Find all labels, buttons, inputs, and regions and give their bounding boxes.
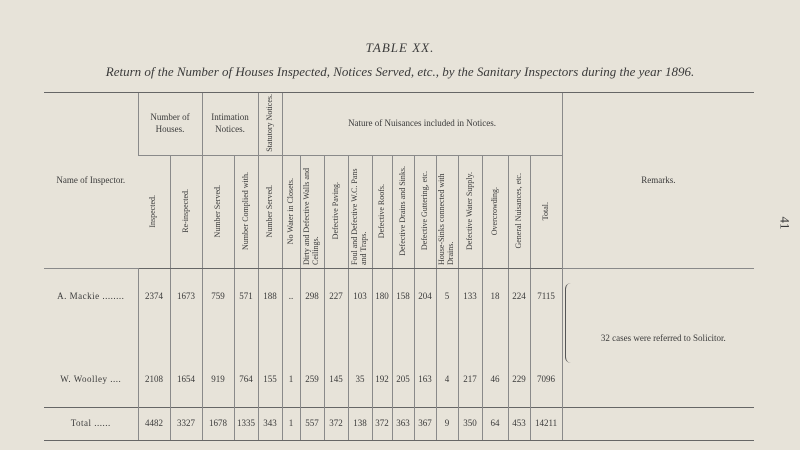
column-header-label: Overcrowding. bbox=[489, 186, 499, 235]
column-header bbox=[324, 156, 348, 269]
table-cell: 372 bbox=[324, 408, 348, 441]
remarks-header: Remarks. bbox=[562, 93, 754, 269]
column-header bbox=[138, 156, 170, 269]
number-of-houses-header: Number of Houses. bbox=[138, 93, 202, 156]
table-cell: 14211 bbox=[530, 408, 562, 441]
table-cell: 298 bbox=[300, 269, 324, 325]
column-header-label: No Water in Closets. bbox=[285, 177, 295, 244]
column-header-label: General Nuisances, etc. bbox=[513, 173, 523, 249]
table-cell: 158 bbox=[392, 269, 414, 325]
table-cell: 1678 bbox=[202, 408, 234, 441]
table-cell: 764 bbox=[234, 352, 258, 408]
column-header bbox=[202, 156, 234, 269]
table-cell: .. bbox=[282, 269, 300, 325]
column-header-label: Number Served. bbox=[212, 184, 222, 238]
table-cell: 1335 bbox=[234, 408, 258, 441]
table-cell: 64 bbox=[482, 408, 508, 441]
table-cell: 259 bbox=[300, 352, 324, 408]
column-header-label: Defective Roofs. bbox=[376, 183, 386, 238]
column-header-label: Defective Water Supply. bbox=[464, 171, 474, 250]
table-cell: 919 bbox=[202, 352, 234, 408]
nature-of-nuisances-header: Nature of Nuisances included in Notices. bbox=[282, 93, 562, 156]
column-header bbox=[458, 156, 482, 269]
column-header bbox=[170, 156, 202, 269]
column-header-label: Defective Paving. bbox=[330, 182, 340, 240]
inspection-returns-table bbox=[44, 92, 754, 441]
name-of-inspector-header: Name of Inspector. bbox=[44, 93, 138, 269]
column-header-label: Re-inspected. bbox=[180, 188, 190, 233]
table-cell: 192 bbox=[372, 352, 392, 408]
remarks-text: 32 cases were referred to Solicitor. bbox=[600, 332, 726, 343]
column-header bbox=[234, 156, 258, 269]
table-cell: 571 bbox=[234, 269, 258, 325]
column-header bbox=[282, 156, 300, 269]
total-label: Total ...... bbox=[44, 408, 138, 441]
table-cell: 3327 bbox=[170, 408, 202, 441]
brace-icon bbox=[565, 283, 576, 363]
column-header bbox=[530, 156, 562, 269]
table-cell: 350 bbox=[458, 408, 482, 441]
table-cell: 4482 bbox=[138, 408, 170, 441]
table-cell: 205 bbox=[392, 352, 414, 408]
table-cell: 35 bbox=[348, 352, 372, 408]
inspector-name: A. Mackie ........ bbox=[57, 290, 125, 301]
page-number: 41 bbox=[777, 216, 793, 230]
table-cell: 1673 bbox=[170, 269, 202, 325]
table-cell: 224 bbox=[508, 269, 530, 325]
table-cell: 363 bbox=[392, 408, 414, 441]
table-cell: 5 bbox=[436, 269, 458, 325]
table-cell: 188 bbox=[258, 269, 282, 325]
table-cell: 217 bbox=[458, 352, 482, 408]
table-label: TABLE XX. bbox=[365, 40, 435, 55]
column-header-label: Number Complied with. bbox=[240, 171, 250, 250]
table-cell: 163 bbox=[414, 352, 436, 408]
column-header-label: Defective Drains and Sinks. bbox=[397, 165, 407, 256]
column-header bbox=[300, 156, 324, 269]
table-row bbox=[44, 269, 754, 325]
column-header bbox=[392, 156, 414, 269]
table-cell: 1 bbox=[282, 408, 300, 441]
table-cell: 372 bbox=[372, 408, 392, 441]
total-row bbox=[44, 408, 754, 441]
table-cell: 227 bbox=[324, 269, 348, 325]
column-header bbox=[436, 156, 458, 269]
column-header bbox=[414, 156, 436, 269]
table-cell: 103 bbox=[348, 269, 372, 325]
column-header-label: Inspected. bbox=[148, 194, 158, 228]
table-cell: 2108 bbox=[138, 352, 170, 408]
table-cell: 18 bbox=[482, 269, 508, 325]
column-header bbox=[348, 156, 372, 269]
table-cell: 1654 bbox=[170, 352, 202, 408]
column-header bbox=[258, 156, 282, 269]
remarks-total-cell bbox=[562, 408, 754, 441]
table-cell: 229 bbox=[508, 352, 530, 408]
statutory-notices-header bbox=[258, 93, 282, 156]
column-header bbox=[508, 156, 530, 269]
table-cell: 2374 bbox=[138, 269, 170, 325]
table-cell: 180 bbox=[372, 269, 392, 325]
column-header-label: Total. bbox=[540, 201, 550, 220]
table-cell: 138 bbox=[348, 408, 372, 441]
table-cell: 4 bbox=[436, 352, 458, 408]
table-cell: 557 bbox=[300, 408, 324, 441]
table-cell: 343 bbox=[258, 408, 282, 441]
table-cell: 367 bbox=[414, 408, 436, 441]
statutory-notices-label: Statutory Notices. bbox=[264, 93, 274, 152]
remarks-cell bbox=[562, 269, 754, 408]
table-cell: 453 bbox=[508, 408, 530, 441]
column-header-label: Dirty and Defective Walls and Ceilings. bbox=[302, 167, 320, 265]
column-header-label: House-Sinks connected with Drains. bbox=[437, 173, 455, 265]
table-cell: 1 bbox=[282, 352, 300, 408]
column-header-label: Number Served. bbox=[264, 184, 274, 238]
table-cell: 7096 bbox=[530, 352, 562, 408]
table-cell: 46 bbox=[482, 352, 508, 408]
column-header-label: Defective Guttering, etc. bbox=[419, 171, 429, 251]
column-header-label: Foul and Defective W.C. Pans and Traps. bbox=[350, 168, 368, 265]
intimation-notices-header: Intimation Notices. bbox=[202, 93, 258, 156]
table-cell: 759 bbox=[202, 269, 234, 325]
table-cell: 204 bbox=[414, 269, 436, 325]
column-header bbox=[372, 156, 392, 269]
column-header bbox=[482, 156, 508, 269]
table-subtitle: Return of the Number of Houses Inspected, Notices Served, etc., by the Sanitary Inspectors during the year 1896. bbox=[105, 64, 695, 79]
table-cell: 7115 bbox=[530, 269, 562, 325]
inspector-name: W. Woolley .... bbox=[60, 373, 122, 384]
table-cell: 9 bbox=[436, 408, 458, 441]
table-cell: 145 bbox=[324, 352, 348, 408]
table-cell: 133 bbox=[458, 269, 482, 325]
table-cell: 155 bbox=[258, 352, 282, 408]
